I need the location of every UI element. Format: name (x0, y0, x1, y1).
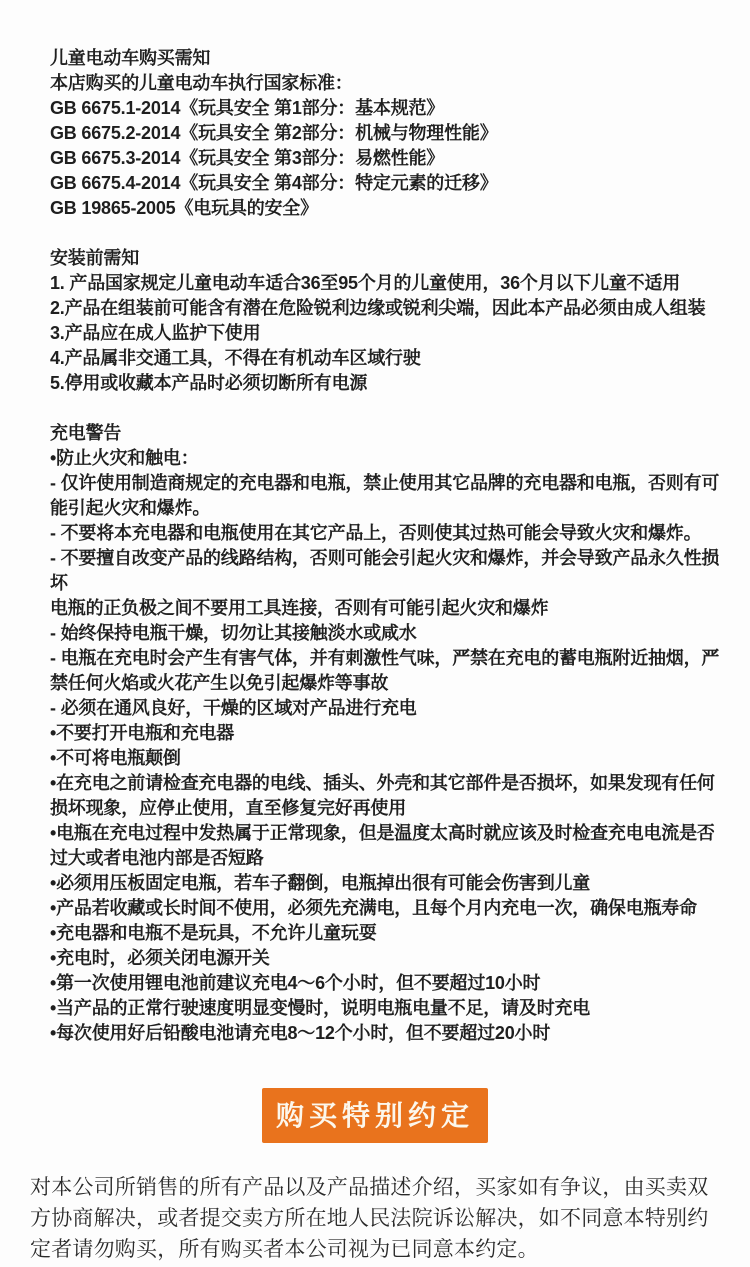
charging-warning-item: 电瓶的正负极之间不要用工具连接，否则有可能引起火灾和爆炸 (50, 598, 549, 618)
install-notice-item: 5.停用或收藏本产品时必须切断所有电源 (50, 373, 368, 393)
standard-line: 本店购买的儿童电动车执行国家标准： (50, 73, 353, 93)
charging-warning-item: •充电时，必须关闭电源开关 (50, 948, 270, 968)
charging-warning-item: •第一次使用锂电池前建议充电4～6个小时，但不要超过10小时 (50, 973, 541, 993)
charging-warning-item: •必须用压板固定电瓶，若车子翻倒，电瓶掉出很有可能会伤害到儿童 (50, 873, 591, 893)
install-notice-section (50, 246, 728, 396)
purchase-notice-section (50, 46, 728, 221)
charging-warning-item: •充电器和电瓶不是玩具，不允许儿童玩耍 (50, 923, 377, 943)
standard-line: GB 6675.2-2014《玩具安全 第2部分：机械与物理性能》 (50, 123, 498, 143)
standard-line: GB 6675.1-2014《玩具安全 第1部分：基本规范》 (50, 98, 445, 118)
charging-warning-section (50, 421, 728, 1046)
install-notice-item: 2.产品在组装前可能含有潜在危险锐利边缘或锐利尖端，因此本产品必须由成人组装 (50, 298, 706, 318)
charging-warning-item: - 仅许使用制造商规定的充电器和电瓶，禁止使用其它品牌的充电器和电瓶，否则有可能引起火灾和爆炸。 (50, 473, 720, 518)
charging-warning-item: •防止火灾和触电： (50, 448, 199, 468)
charging-warning-item: - 电瓶在充电时会产生有害气体，并有刺激性气味，严禁在充电的蓄电瓶附近抽烟，严禁任何火焰或火花产生以免引起爆炸等事故 (50, 648, 720, 693)
charging-warning-item: •电瓶在充电过程中发热属于正常现象，但是温度太高时就应该及时检查充电电流是否过大或者电池内部是否短路 (50, 823, 715, 868)
charging-warning-item: •在充电之前请检查充电器的电线、插头、外壳和其它部件是否损坏，如果发现有任何损坏现象，应停止使用，直至修复完好再使用 (50, 773, 715, 818)
install-notice-list (50, 271, 728, 396)
charging-warning-list (50, 446, 728, 1046)
special-agreement-button[interactable]: 购买特别约定 (262, 1088, 488, 1143)
special-agreement-terms: 对本公司所销售的所有产品以及产品描述介绍，买家如有争议，由买卖双方协商解决，或者提交卖方所在地人民法院诉讼解决，如不同意本特别约定者请勿购买，所有购买者本公司视为已同意本约定。 (30, 1176, 709, 1261)
charging-warning-title: 充电警告 (50, 423, 122, 443)
charging-warning-item: •不要打开电瓶和充电器 (50, 723, 235, 743)
charging-warning-item: - 必须在通风良好，干燥的区域对产品进行充电 (50, 698, 417, 718)
charging-warning-item: - 不要擅自改变产品的线路结构，否则可能会引起火灾和爆炸，并会导致产品永久性损坏 (50, 548, 720, 593)
charging-warning-item: •每次使用好后铅酸电池请充电8～12个小时，但不要超过20小时 (50, 1023, 551, 1043)
install-notice-title: 安装前需知 (50, 248, 139, 268)
charging-warning-item: •当产品的正常行驶速度明显变慢时，说明电瓶电量不足，请及时充电 (50, 998, 591, 1018)
standard-line: GB 6675.4-2014《玩具安全 第4部分：特定元素的迁移》 (50, 173, 498, 193)
charging-warning-item: - 不要将本充电器和电瓶使用在其它产品上，否则使其过热可能会导致火灾和爆炸。 (50, 523, 702, 543)
install-notice-item: 1. 产品国家规定儿童电动车适合36至95个月的儿童使用，36个月以下儿童不适用 (50, 273, 681, 293)
charging-warning-item: •不可将电瓶颠倒 (50, 748, 181, 768)
purchase-notice-title: 儿童电动车购买需知 (50, 48, 211, 68)
install-notice-item: 4.产品属非交通工具，不得在有机动车区域行驶 (50, 348, 421, 368)
standard-line: GB 6675.3-2014《玩具安全 第3部分：易燃性能》 (50, 148, 445, 168)
charging-warning-item: •产品若收藏或长时间不使用，必须先充满电，且每个月内充电一次，确保电瓶寿命 (50, 898, 697, 918)
purchase-notice-standards-list (50, 71, 728, 221)
install-notice-item: 3.产品应在成人监护下使用 (50, 323, 261, 343)
standard-line: GB 19865-2005《电玩具的安全》 (50, 198, 318, 218)
charging-warning-item: - 始终保持电瓶干燥，切勿让其接触淡水或咸水 (50, 623, 417, 643)
